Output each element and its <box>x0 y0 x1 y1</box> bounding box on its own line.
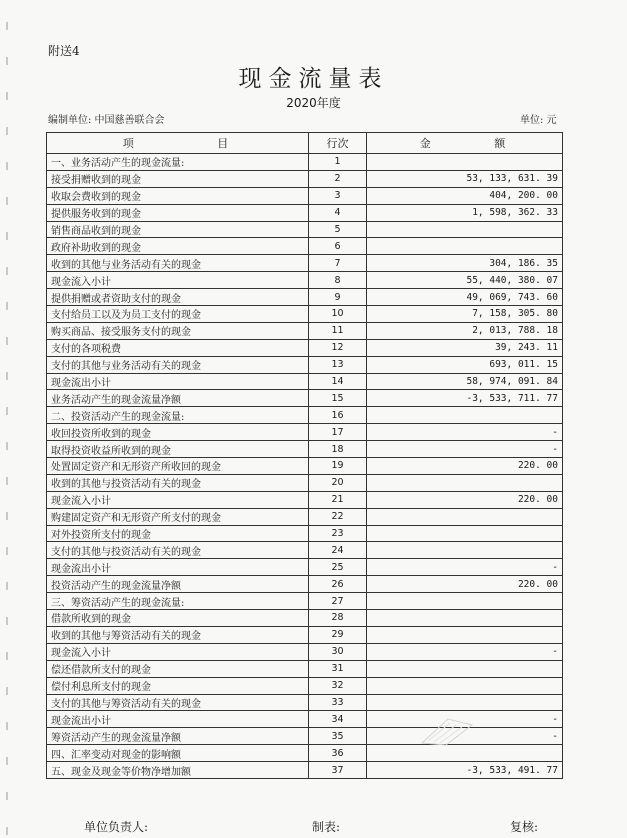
row-item: 提供服务收到的现金 <box>47 204 309 221</box>
table-row <box>47 407 563 424</box>
row-item: 提供捐赠或者资助支付的现金 <box>47 289 309 306</box>
report-period: 2020年度 <box>286 96 341 110</box>
table-row <box>47 745 563 762</box>
row-amount: - <box>367 643 563 660</box>
table-row <box>47 441 563 458</box>
row-amount: -3, 533, 711. 77 <box>367 390 563 407</box>
row-amount: - <box>367 728 563 745</box>
row-number: 26 <box>309 576 367 593</box>
row-amount <box>367 525 563 542</box>
row-number: 23 <box>309 525 367 542</box>
row-number: 29 <box>309 626 367 643</box>
row-item: 购建固定资产和无形资产所支付的现金 <box>47 508 309 525</box>
row-number: 19 <box>309 458 367 475</box>
row-amount <box>367 508 563 525</box>
row-item: 取得投资收益所收到的现金 <box>47 441 309 458</box>
row-amount: - <box>367 441 563 458</box>
responsible-label: 单位负责人: <box>84 820 149 834</box>
row-amount: 7, 158, 305. 80 <box>367 306 563 323</box>
binding-holes <box>0 0 14 838</box>
row-item: 偿付利息所支付的现金 <box>47 677 309 694</box>
organization: 编制单位: 中国慈善联合会 <box>48 115 165 126</box>
row-item: 支付的其他与筹资活动有关的现金 <box>47 694 309 711</box>
row-amount: 404, 200. 00 <box>367 187 563 204</box>
preparer-label: 制表: <box>312 820 341 834</box>
row-number: 12 <box>309 339 367 356</box>
row-amount <box>367 745 563 762</box>
table-row <box>47 626 563 643</box>
row-number: 36 <box>309 745 367 762</box>
row-item: 收到的其他与筹资活动有关的现金 <box>47 626 309 643</box>
row-number: 9 <box>309 289 367 306</box>
table-row <box>47 221 563 238</box>
row-item: 现金流入小计 <box>47 643 309 660</box>
row-item: 支付的其他与投资活动有关的现金 <box>47 542 309 559</box>
row-item: 偿还借款所支付的现金 <box>47 660 309 677</box>
table-row <box>47 373 563 390</box>
table-row <box>47 255 563 272</box>
row-number: 10 <box>309 306 367 323</box>
row-item: 支付的各项税费 <box>47 339 309 356</box>
table-row <box>47 711 563 728</box>
row-item: 业务活动产生的现金流量净额 <box>47 390 309 407</box>
row-item: 筹资活动产生的现金流量净额 <box>47 728 309 745</box>
row-amount: 58, 974, 091. 84 <box>367 373 563 390</box>
row-amount <box>367 238 563 255</box>
table-row <box>47 390 563 407</box>
row-amount <box>367 542 563 559</box>
table-row <box>47 508 563 525</box>
row-item: 政府补助收到的现金 <box>47 238 309 255</box>
row-item: 支付给员工以及为员工支付的现金 <box>47 306 309 323</box>
table-row <box>47 356 563 373</box>
row-number: 31 <box>309 660 367 677</box>
row-item: 现金流出小计 <box>47 711 309 728</box>
table-row <box>47 559 563 576</box>
row-amount: 693, 011. 15 <box>367 356 563 373</box>
row-item: 二、投资活动产生的现金流量: <box>47 407 309 424</box>
row-item: 一、业务活动产生的现金流量: <box>47 154 309 171</box>
table-row <box>47 677 563 694</box>
row-number: 2 <box>309 170 367 187</box>
column-amount: 金 额 <box>367 133 563 154</box>
row-item: 现金流入小计 <box>47 272 309 289</box>
table-row <box>47 424 563 441</box>
row-item: 现金流入小计 <box>47 491 309 508</box>
row-item: 现金流出小计 <box>47 559 309 576</box>
row-item: 接受捐赠收到的现金 <box>47 170 309 187</box>
table-row <box>47 593 563 610</box>
table-row <box>47 491 563 508</box>
row-number: 15 <box>309 390 367 407</box>
row-number: 28 <box>309 610 367 627</box>
row-number: 33 <box>309 694 367 711</box>
table-row <box>47 525 563 542</box>
table-row <box>47 458 563 475</box>
row-number: 8 <box>309 272 367 289</box>
row-item: 现金流出小计 <box>47 373 309 390</box>
table-row <box>47 610 563 627</box>
row-amount: 53, 133, 631. 39 <box>367 170 563 187</box>
row-amount <box>367 626 563 643</box>
table-row <box>47 339 563 356</box>
table-row <box>47 187 563 204</box>
faint-seal-mark <box>418 715 476 747</box>
row-amount <box>367 154 563 171</box>
row-number: 16 <box>309 407 367 424</box>
row-amount <box>367 407 563 424</box>
column-row-no: 行次 <box>309 133 367 154</box>
table-row <box>47 643 563 660</box>
row-amount: - <box>367 424 563 441</box>
page-title: 现金流量表 <box>238 66 389 92</box>
column-item: 项 目 <box>47 133 309 154</box>
row-amount <box>367 660 563 677</box>
row-item: 收到的其他与业务活动有关的现金 <box>47 255 309 272</box>
row-item: 收回投资所收到的现金 <box>47 424 309 441</box>
row-number: 37 <box>309 762 367 779</box>
row-item: 收到的其他与投资活动有关的现金 <box>47 474 309 491</box>
row-item: 购买商品、接受服务支付的现金 <box>47 322 309 339</box>
row-number: 20 <box>309 474 367 491</box>
reviewer-label: 复核: <box>510 820 539 834</box>
row-item: 销售商品收到的现金 <box>47 221 309 238</box>
row-number: 24 <box>309 542 367 559</box>
row-amount: 304, 186. 35 <box>367 255 563 272</box>
row-number: 14 <box>309 373 367 390</box>
row-item: 五、现金及现金等价物净增加额 <box>47 762 309 779</box>
table-row <box>47 238 563 255</box>
row-amount <box>367 610 563 627</box>
row-number: 17 <box>309 424 367 441</box>
row-item: 四、汇率变动对现金的影响额 <box>47 745 309 762</box>
table-row <box>47 728 563 745</box>
row-amount <box>367 593 563 610</box>
currency-unit: 单位: 元 <box>520 115 557 126</box>
cash-flow-table <box>46 132 563 779</box>
table-row <box>47 272 563 289</box>
table-row <box>47 204 563 221</box>
row-number: 30 <box>309 643 367 660</box>
row-amount <box>367 677 563 694</box>
row-amount: 49, 069, 743. 60 <box>367 289 563 306</box>
row-amount <box>367 694 563 711</box>
row-item: 对外投资所支付的现金 <box>47 525 309 542</box>
row-number: 27 <box>309 593 367 610</box>
row-number: 34 <box>309 711 367 728</box>
table-row <box>47 154 563 171</box>
table-row <box>47 306 563 323</box>
row-amount: - <box>367 711 563 728</box>
row-number: 5 <box>309 221 367 238</box>
row-number: 3 <box>309 187 367 204</box>
row-item: 处置固定资产和无形资产所收回的现金 <box>47 458 309 475</box>
row-number: 22 <box>309 508 367 525</box>
row-number: 1 <box>309 154 367 171</box>
row-number: 18 <box>309 441 367 458</box>
row-amount: 55, 440, 380. 07 <box>367 272 563 289</box>
row-amount: - <box>367 559 563 576</box>
row-number: 6 <box>309 238 367 255</box>
row-item: 三、筹资活动产生的现金流量: <box>47 593 309 610</box>
row-amount: 220. 00 <box>367 491 563 508</box>
row-item: 投资活动产生的现金流量净额 <box>47 576 309 593</box>
table-row <box>47 322 563 339</box>
row-amount: 2, 013, 788. 18 <box>367 322 563 339</box>
row-number: 25 <box>309 559 367 576</box>
row-item: 收取会费收到的现金 <box>47 187 309 204</box>
table-header-row <box>47 133 563 154</box>
row-number: 21 <box>309 491 367 508</box>
row-number: 13 <box>309 356 367 373</box>
table-row <box>47 762 563 779</box>
table-row <box>47 694 563 711</box>
table-row <box>47 170 563 187</box>
row-number: 35 <box>309 728 367 745</box>
row-amount: 220. 00 <box>367 576 563 593</box>
row-number: 32 <box>309 677 367 694</box>
attachment-label: 附送4 <box>48 44 80 58</box>
table-row <box>47 660 563 677</box>
row-amount <box>367 474 563 491</box>
row-number: 4 <box>309 204 367 221</box>
table-row <box>47 474 563 491</box>
row-amount <box>367 221 563 238</box>
row-amount: -3, 533, 491. 77 <box>367 762 563 779</box>
table-row <box>47 289 563 306</box>
table-row <box>47 542 563 559</box>
table-row <box>47 576 563 593</box>
row-amount: 39, 243. 11 <box>367 339 563 356</box>
row-amount: 220. 00 <box>367 458 563 475</box>
row-amount: 1, 598, 362. 33 <box>367 204 563 221</box>
row-number: 11 <box>309 322 367 339</box>
row-number: 7 <box>309 255 367 272</box>
row-item: 借款所收到的现金 <box>47 610 309 627</box>
row-item: 支付的其他与业务活动有关的现金 <box>47 356 309 373</box>
